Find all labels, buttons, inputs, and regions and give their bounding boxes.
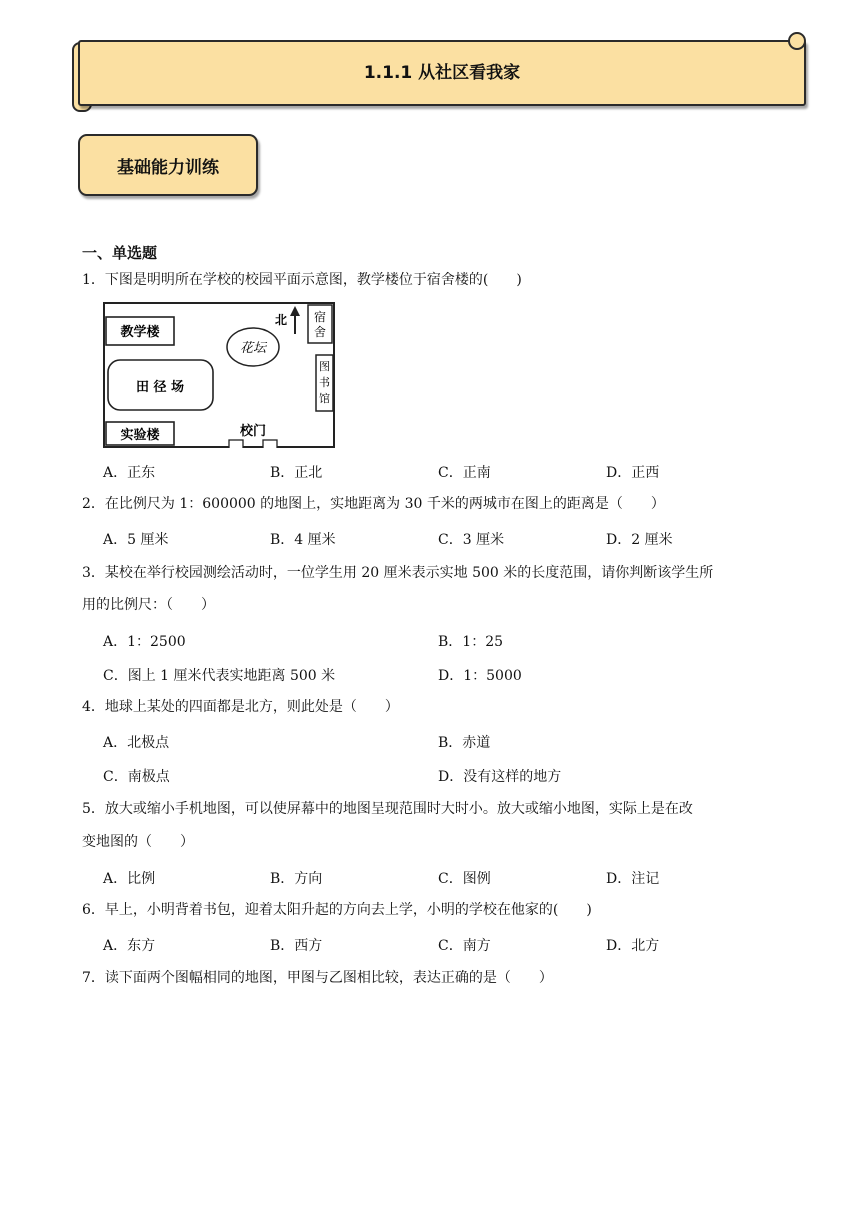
question-3-line1: 3．某校在举行校园测绘活动时，一位学生用 20 厘米表示实地 500 米的长度范围，请你判断该学生所 bbox=[82, 565, 714, 581]
q1-option-d: D．正西 bbox=[606, 465, 660, 481]
section-heading: 一、单选题 bbox=[82, 244, 158, 262]
q2-option-b: B．4 厘米 bbox=[270, 532, 336, 548]
north-label: 北 bbox=[274, 313, 288, 327]
dorm-label-2: 舍 bbox=[313, 325, 327, 339]
section-badge: 基础能力训练 bbox=[78, 134, 258, 196]
q4-option-c: C．南极点 bbox=[103, 769, 170, 785]
question-5-line2: 变地图的（ ） bbox=[82, 834, 194, 850]
q2-option-a: A．5 厘米 bbox=[103, 532, 169, 548]
q5-option-d: D．注记 bbox=[606, 871, 660, 887]
q1-option-c: C．正南 bbox=[438, 465, 491, 481]
gate-post-right bbox=[263, 440, 277, 448]
q6-option-b: B．西方 bbox=[270, 938, 323, 954]
gate-post-left bbox=[229, 440, 243, 448]
library-label-2: 书 bbox=[319, 376, 330, 389]
question-3-line2: 用的比例尺：（ ） bbox=[82, 597, 215, 613]
question-2: 2．在比例尺为 1：600000 的地图上，实地距离为 30 千米的两城市在图上的距离是（ ） bbox=[82, 496, 665, 512]
gate-label: 校门 bbox=[239, 424, 267, 439]
question-4: 4．地球上某处的四面都是北方，则此处是（ ） bbox=[82, 699, 399, 715]
q4-option-b: B．赤道 bbox=[438, 735, 491, 751]
question-7: 7．读下面两个图幅相同的地图，甲图与乙图相比较，表达正确的是（ ） bbox=[82, 970, 553, 986]
q6-option-c: C．南方 bbox=[438, 938, 491, 954]
q5-option-c: C．图例 bbox=[438, 871, 491, 887]
q5-option-a: A．比例 bbox=[103, 871, 156, 887]
flower-bed-label: 花坛 bbox=[239, 341, 267, 356]
track-field-label: 田 径 场 bbox=[135, 380, 185, 395]
q4-option-d: D．没有这样的地方 bbox=[438, 769, 562, 785]
library-label-1: 图 bbox=[319, 360, 330, 373]
q2-option-d: D．2 厘米 bbox=[606, 532, 673, 548]
q6-option-a: A．东方 bbox=[103, 938, 156, 954]
lab-building-label: 实验楼 bbox=[120, 428, 160, 443]
q3-option-a: A．1：2500 bbox=[103, 634, 186, 650]
scroll-right-curl bbox=[788, 32, 806, 50]
title-banner bbox=[78, 40, 806, 106]
q3-option-b: B．1：25 bbox=[438, 634, 504, 650]
question-5-line1: 5．放大或缩小手机地图，可以使屏幕中的地图呈现范围时大时小。放大或缩小地图，实际上是在改 bbox=[82, 801, 693, 817]
q1-option-a: A．正东 bbox=[103, 465, 156, 481]
library-label-3: 馆 bbox=[319, 392, 330, 405]
dorm-label-1: 宿 bbox=[313, 310, 327, 324]
q2-option-c: C．3 厘米 bbox=[438, 532, 505, 548]
q6-option-d: D．北方 bbox=[606, 938, 660, 954]
campus-map bbox=[103, 302, 335, 448]
q4-option-a: A．北极点 bbox=[103, 735, 170, 751]
page-title: 1.1.1 从社区看我家 bbox=[363, 63, 521, 83]
q3-option-d: D．1：5000 bbox=[438, 668, 522, 684]
q1-option-b: B．正北 bbox=[270, 465, 323, 481]
question-6: 6．早上，小明背着书包，迎着太阳升起的方向去上学，小明的学校在他家的( ) bbox=[82, 902, 592, 918]
q5-option-b: B．方向 bbox=[270, 871, 323, 887]
q3-option-c: C．图上 1 厘米代表实地距离 500 米 bbox=[103, 668, 336, 684]
teaching-building-label: 教学楼 bbox=[120, 325, 160, 340]
question-1: 1．下图是明明所在学校的校园平面示意图，教学楼位于宿舍楼的( ) bbox=[82, 272, 522, 288]
